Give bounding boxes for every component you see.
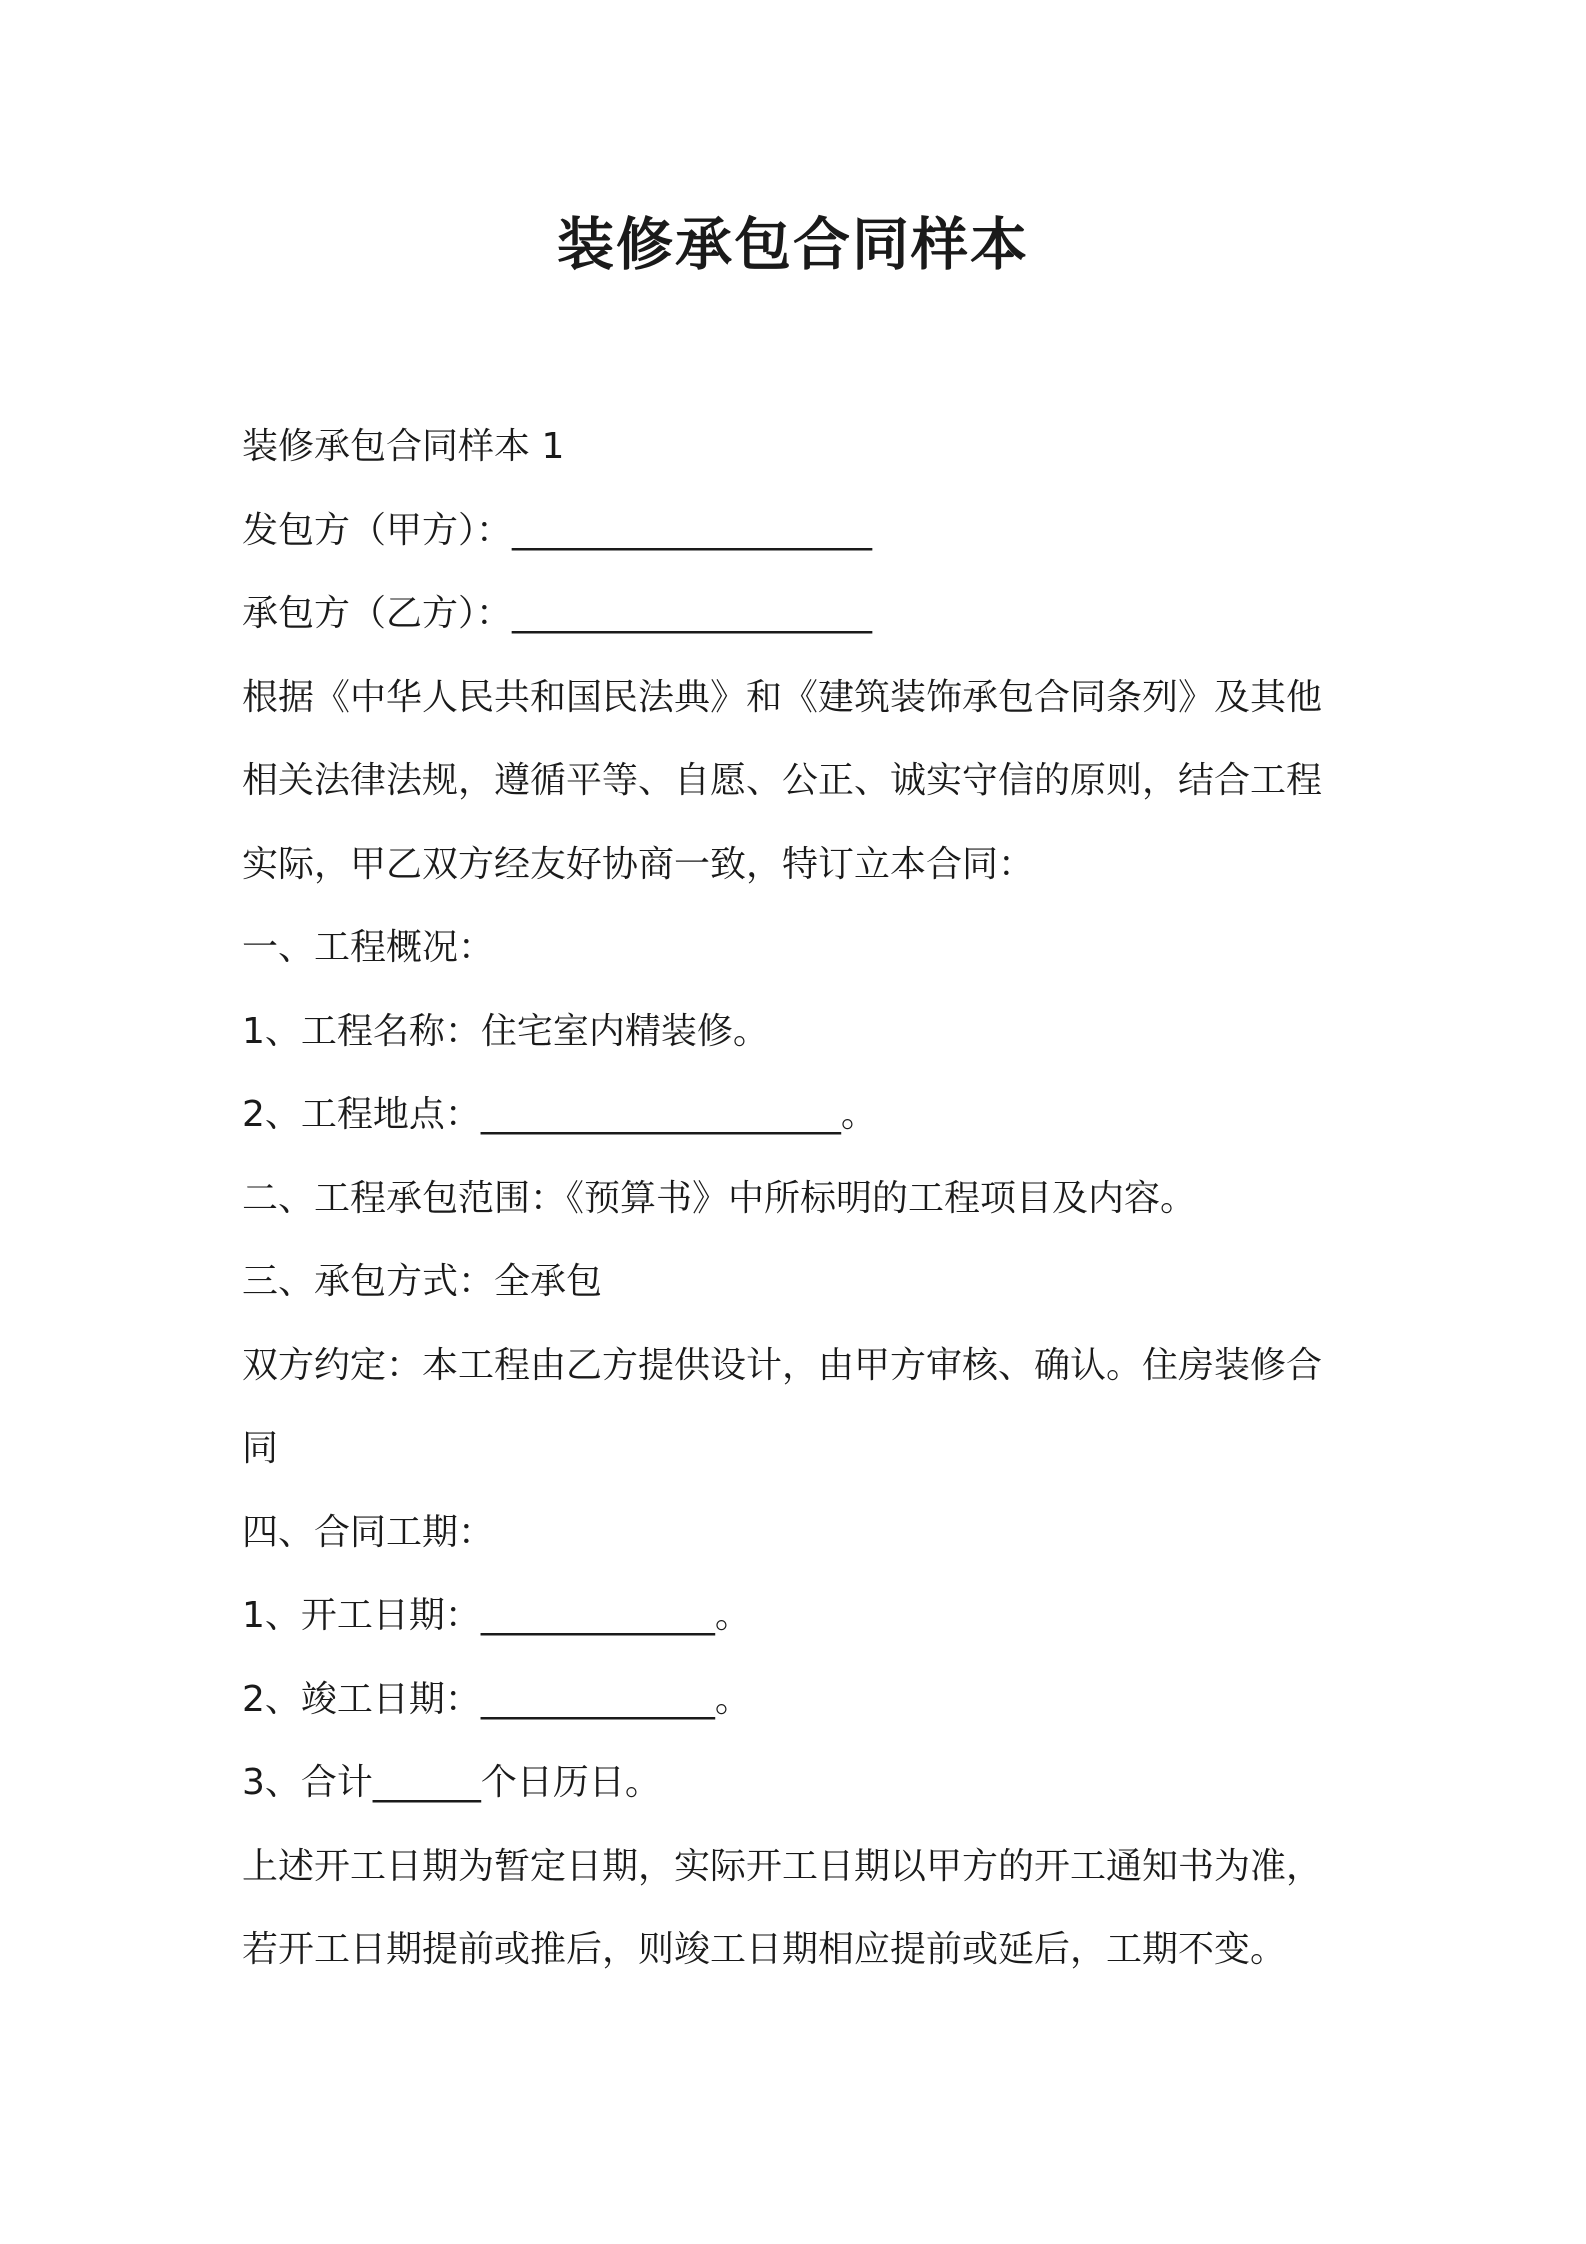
agreement-line-1: 双方约定：本工程由乙方提供设计，由甲方审核、确认。住房装修合 [242, 1344, 1323, 1386]
party-a-line: 发包方（甲方）：____________________ [242, 509, 873, 551]
subtitle-line: 装修承包合同样本 1 [242, 426, 565, 467]
preamble-line-3: 实际，甲乙双方经友好协商一致，特订立本合同： [242, 843, 1035, 885]
preamble-line-2: 相关法律法规，遵循平等、自愿、公正、诚实守信的原则，结合工程 [242, 760, 1323, 801]
document-title: 装修承包合同样本 [557, 212, 1029, 278]
schedule-note-line-1: 上述开工日期为暂定日期，实际开工日期以甲方的开工通知书为准， [242, 1845, 1323, 1887]
schedule-note-line-2: 若开工日期提前或推后，则竣工日期相应提前或延后，工期不变。 [242, 1929, 1287, 1970]
project-location-line: 2、工程地点：____________________。 [242, 1094, 877, 1135]
section-heading-2: 二、工程承包范围：《预算书》中所标明的工程项目及内容。 [242, 1177, 1197, 1219]
start-date-line: 1、开工日期：_____________。 [242, 1595, 751, 1636]
document-body [242, 405, 1362, 1992]
total-days-line: 3、合计______个日历日。 [242, 1762, 661, 1803]
preamble-line-1: 根据《中华人民共和国民法典》和《建筑装饰承包合同条列》及其他 [242, 676, 1323, 718]
completion-date-line: 2、竣工日期：_____________。 [242, 1678, 751, 1720]
project-name-line: 1、工程名称：住宅室内精装修。 [242, 1010, 769, 1052]
section-heading-1: 一、工程概况： [242, 927, 495, 968]
agreement-line-2: 同 [242, 1428, 279, 1469]
party-b-line: 承包方（乙方）：____________________ [242, 593, 873, 634]
section-heading-4: 四、合同工期： [242, 1511, 495, 1553]
section-heading-3: 三、承包方式：全承包 [242, 1261, 603, 1302]
